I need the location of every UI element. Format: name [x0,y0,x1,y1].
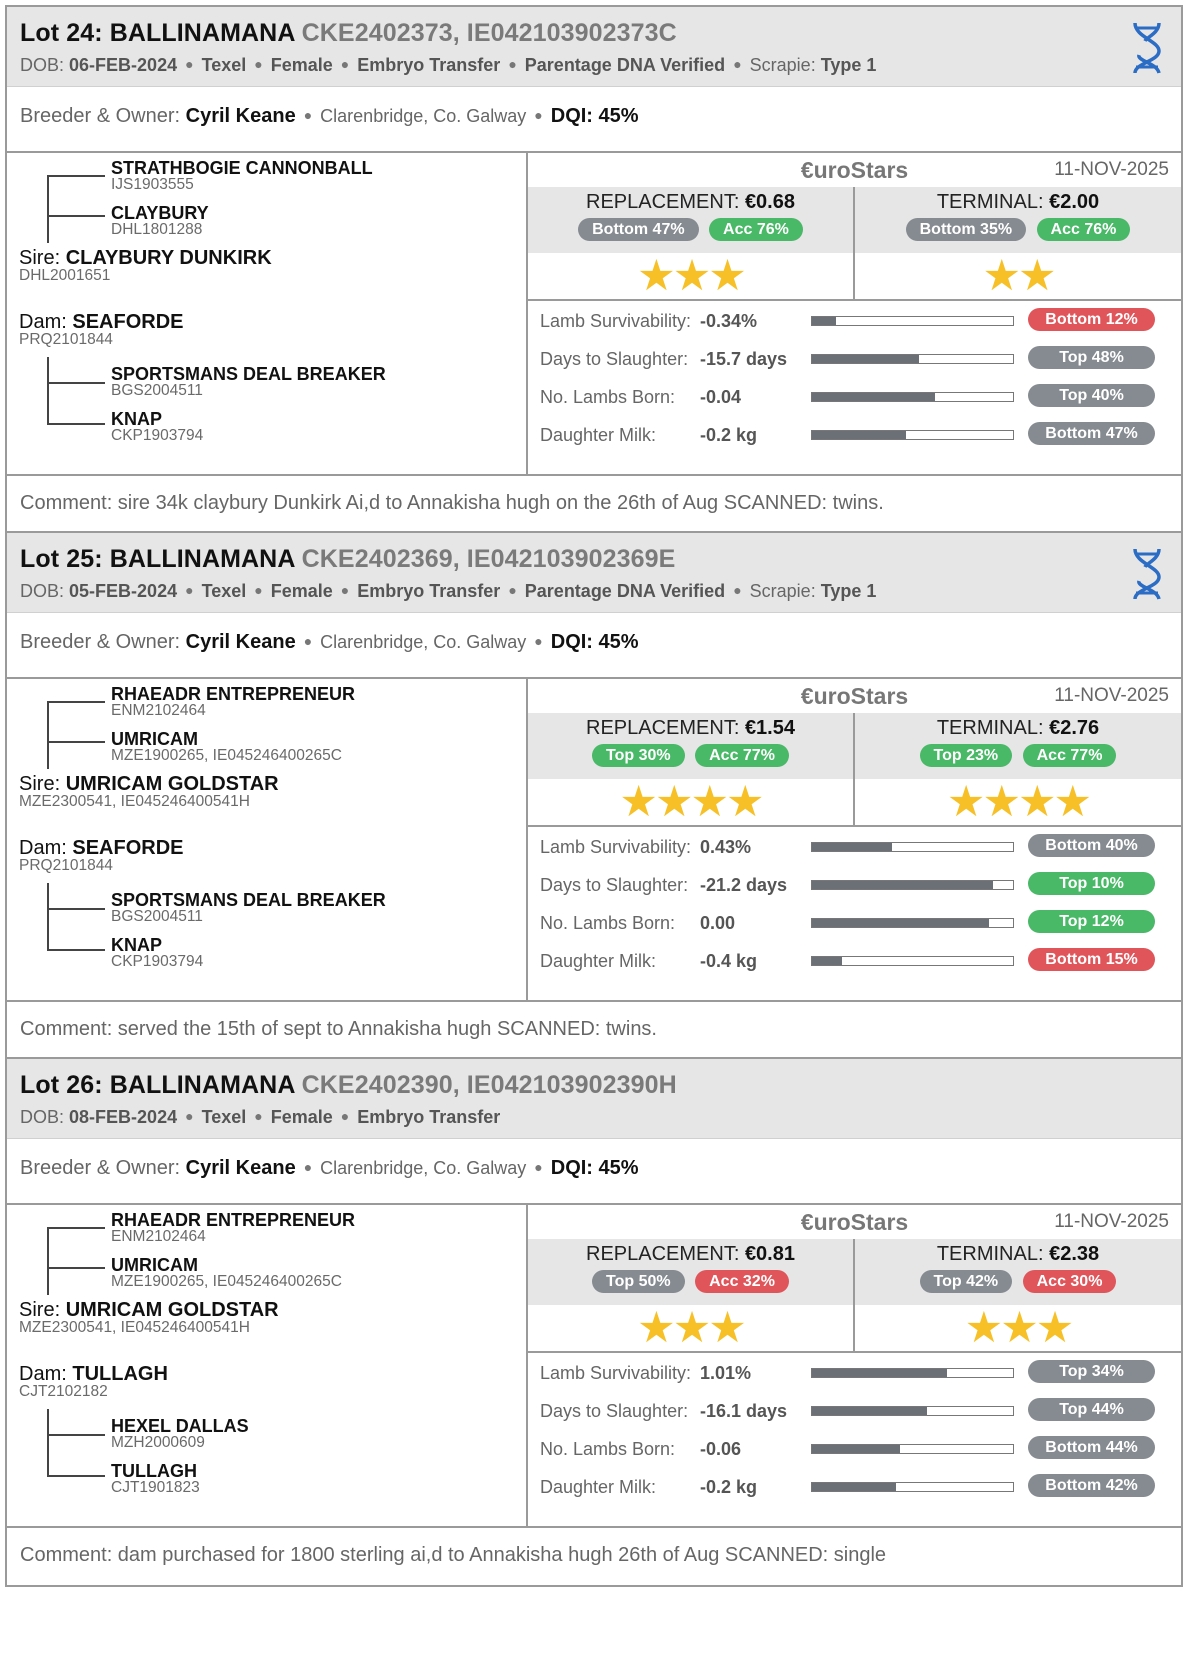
dam-sire-name: HEXEL DALLAS [111,1416,249,1436]
trait-bar [811,354,1014,364]
trait-value: -15.7 days [700,349,788,369]
pedigree-line [47,175,105,177]
pedigree-line [47,1227,49,1295]
trait-percentile-badge: Bottom 47% [1028,422,1155,445]
dam-sire-id: MZH2000609 [111,1434,205,1451]
separator-dot: ● [534,107,543,123]
dam-sire-id: BGS2004511 [111,908,203,925]
separator-dot: ● [303,107,313,123]
trait-value: 1.01% [700,1363,752,1383]
sire-name: Sire: UMRICAM GOLDSTAR [19,1299,279,1321]
trait-bar-fill [812,957,842,965]
separator-dot: ● [534,633,543,649]
breeder-row: Breeder & Owner: Cyril Keane ● Clarenbridge, Co. Galway ● DQI: 45% [7,613,1181,679]
method: Embryo Transfer [357,55,501,75]
separator-dot: ● [303,1159,313,1175]
lot-body [7,1205,1181,1528]
trait-row [528,303,1181,341]
separator-dot: ● [254,1108,263,1124]
terminal-accuracy-badge: Acc 30% [1023,1270,1117,1293]
separator-dot: ● [254,56,263,72]
trait-percentile-badge: Bottom 40% [1028,834,1155,857]
separator-dot: ● [340,582,350,598]
trait-bar [811,880,1014,890]
trait-bar-fill [812,1483,896,1491]
trait-name: Days to Slaughter: [540,875,689,895]
separator-dot: ● [185,56,194,72]
pedigree-line [47,1434,105,1436]
dam-sire-id: BGS2004511 [111,382,203,399]
terminal-label: TERMINAL: €2.76 [936,717,1100,739]
replacement-accuracy-badge: Acc 77% [695,744,789,767]
sire-dam-id: MZE1900265, IE045246400265C [111,747,342,764]
trait-percentile-badge: Bottom 12% [1028,308,1155,331]
replacement-accuracy-badge: Acc 32% [695,1270,789,1293]
eurostars-logo: €uroStars [800,157,909,183]
dam-name: Dam: TULLAGH [19,1363,168,1385]
dam-dam-name: TULLAGH [111,1461,197,1481]
trait-bar [811,1482,1014,1492]
terminal-rank-badge: Bottom 35% [906,218,1026,241]
breeder-location: Clarenbridge, Co. Galway [320,632,527,652]
trait-value: -21.2 days [700,875,788,895]
terminal-star-rating: ★★★★ [946,778,1090,826]
trait-value: -0.04 [700,387,742,407]
trait-bar [811,1444,1014,1454]
pedigree-line [47,1267,105,1269]
pedigree [7,1205,528,1528]
trait-name: Lamb Survivability: [540,311,692,331]
dna-icon [1127,19,1167,75]
sire-dam-name: CLAYBURY [111,203,209,223]
pedigree-line [47,908,105,910]
lot-details: DOB: 05-FEB-2024 ● Texel ● Female ● Embryo Transfer ● Parentage DNA Verified ● Scrapie: Type 1 [20,581,877,601]
replacement-label: REPLACEMENT: €1.54 [586,717,795,739]
scrapie-type: Type 1 [820,581,877,601]
trait-bar [811,316,1014,326]
sire-name: Sire: CLAYBURY DUNKIRK [19,247,272,269]
trait-name: Days to Slaughter: [540,349,689,369]
pedigree-line [47,701,105,703]
trait-name: Daughter Milk: [540,1477,657,1497]
separator-dot: ● [185,1108,194,1124]
replacement-label: REPLACEMENT: €0.81 [586,1243,795,1265]
trait-bar-fill [812,881,993,889]
evaluation-date: 11-NOV-2025 [1054,685,1169,706]
lot-details: DOB: 08-FEB-2024 ● Texel ● Female ● Embryo Transfer [20,1107,501,1127]
trait-percentile-badge: Top 12% [1028,910,1155,933]
dam-id: CJT2102182 [19,1383,108,1400]
dob: 05-FEB-2024 [69,581,178,601]
dob: 06-FEB-2024 [69,55,178,75]
pedigree [7,679,528,1002]
trait-value: -0.4 kg [700,951,758,971]
replacement-star-rating: ★★★ [637,1304,744,1352]
dam-id: PRQ2101844 [19,331,113,348]
replacement-accuracy-badge: Acc 76% [709,218,803,241]
trait-bar [811,430,1014,440]
sex: Female [270,1107,333,1127]
eurostars-logo: €uroStars [800,683,909,709]
sire-sire-id: ENM2102464 [111,702,206,719]
replacement-index [528,713,855,827]
pedigree-line [47,701,49,769]
dam-dam-id: CKP1903794 [111,427,204,444]
separator-dot: ● [340,56,350,72]
trait-bar-fill [812,1445,900,1453]
pedigree-line [47,949,105,951]
breeder-location: Clarenbridge, Co. Galway [320,1158,527,1178]
sire-dam-name: UMRICAM [111,729,198,749]
trait-value: -0.2 kg [700,1477,758,1497]
pedigree-line [47,175,49,243]
trait-percentile-badge: Top 44% [1028,1398,1155,1421]
terminal-rank-badge: Top 23% [920,744,1013,767]
separator-dot: ● [340,1108,350,1124]
terminal-label: TERMINAL: €2.38 [936,1243,1100,1265]
lot-details: DOB: 06-FEB-2024 ● Texel ● Female ● Embryo Transfer ● Parentage DNA Verified ● Scrapie: Type 1 [20,55,877,75]
breeder-name: Cyril Keane [185,105,296,127]
trait-percentile-badge: Top 48% [1028,346,1155,369]
eurostars-panel [528,1205,1181,1528]
trait-value: -0.2 kg [700,425,758,445]
trait-name: Days to Slaughter: [540,1401,689,1421]
pedigree-line [47,215,105,217]
lot-title: Lot 26: BALLINAMANA CKE2402390, IE042103902390H [20,1071,677,1099]
trait-row [528,1431,1181,1469]
sire-sire-name: STRATHBOGIE CANNONBALL [111,158,373,178]
separator-dot: ● [303,633,313,649]
sire-id: MZE2300541, IE045246400541H [19,1319,250,1336]
breeder-name: Cyril Keane [185,631,296,653]
trait-row [528,867,1181,905]
pedigree-line [47,1475,105,1477]
dna-icon [1127,545,1167,601]
sire-sire-name: RHAEADR ENTREPRENEUR [111,684,356,704]
scrapie-label: Scrapie: [749,55,816,75]
trait-name: No. Lambs Born: [540,387,676,407]
sire-sire-id: ENM2102464 [111,1228,206,1245]
dam-dam-id: CKP1903794 [111,953,204,970]
separator-dot: ● [733,56,742,72]
trait-row [528,379,1181,417]
lot-header [7,7,1181,87]
lot-card [5,5,1183,535]
lot-comment: Comment: dam purchased for 1800 sterling ai,d to Annakisha hugh 26th of Aug SCANNED: single [20,1544,887,1566]
terminal-accuracy-badge: Acc 76% [1037,218,1131,241]
separator-dot: ● [185,582,194,598]
trait-percentile-badge: Top 40% [1028,384,1155,407]
separator-dot: ● [733,582,742,598]
replacement-index [528,1239,855,1353]
method: Embryo Transfer [357,1107,501,1127]
sire-sire-name: RHAEADR ENTREPRENEUR [111,1210,356,1230]
lot-card [5,531,1183,1061]
sex: Female [270,581,333,601]
sire-sire-id: IJS1903555 [111,176,194,193]
dam-name: Dam: SEAFORDE [19,837,184,859]
trait-name: Lamb Survivability: [540,1363,692,1383]
sex: Female [270,55,333,75]
dqi: DQI: 45% [550,1157,639,1179]
trait-value: 0.00 [700,913,736,933]
trait-value: -0.06 [700,1439,742,1459]
pedigree-line [47,382,105,384]
terminal-label: TERMINAL: €2.00 [936,191,1100,213]
trait-row [528,1393,1181,1431]
trait-percentile-badge: Bottom 44% [1028,1436,1155,1459]
replacement-index [528,187,855,301]
pedigree-line [47,741,105,743]
trait-percentile-badge: Bottom 42% [1028,1474,1155,1497]
trait-bar [811,918,1014,928]
lot-title: Lot 24: BALLINAMANA CKE2402373, IE042103902373C [20,19,677,47]
sire-dam-id: MZE1900265, IE045246400265C [111,1273,342,1290]
eurostars-panel [528,679,1181,1002]
sire-id: DHL2001651 [19,267,111,284]
trait-row [528,1355,1181,1393]
pedigree-line [47,1227,105,1229]
sire-id: MZE2300541, IE045246400541H [19,793,250,810]
trait-percentile-badge: Top 34% [1028,1360,1155,1383]
trait-row [528,829,1181,867]
trait-name: Daughter Milk: [540,951,657,971]
trait-value: -0.34% [700,311,758,331]
trait-value: -16.1 days [700,1401,788,1421]
dam-dam-name: KNAP [111,935,163,955]
breeder-location: Clarenbridge, Co. Galway [320,106,527,126]
lot-ids: CKE2402373, IE042103902373C [301,19,677,47]
breeder-row: Breeder & Owner: Cyril Keane ● Clarenbridge, Co. Galway ● DQI: 45% [7,87,1181,153]
lot-body [7,153,1181,476]
lot-title: Lot 25: BALLINAMANA CKE2402369, IE042103902369E [20,545,676,573]
trait-percentile-badge: Bottom 15% [1028,948,1155,971]
eurostars-panel [528,153,1181,476]
trait-row [528,905,1181,943]
lot-ids: CKE2402369, IE042103902369E [301,545,676,573]
lot-comment: Comment: served the 15th of sept to Annakisha hugh SCANNED: twins. [20,1018,657,1040]
trait-row [528,943,1181,981]
lot-header [7,1059,1181,1139]
separator-dot: ● [508,582,517,598]
breed: Texel [201,581,247,601]
breed: Texel [201,55,247,75]
dob: 08-FEB-2024 [69,1107,178,1127]
replacement-rank-badge: Bottom 47% [578,218,698,241]
pedigree-line [47,1409,49,1477]
sire-dam-id: DHL1801288 [111,221,203,238]
lot-body [7,679,1181,1002]
pedigree-line [47,357,49,425]
replacement-label: REPLACEMENT: €0.68 [586,191,795,213]
evaluation-date: 11-NOV-2025 [1054,1211,1169,1232]
eurostars-logo: €uroStars [800,1209,909,1235]
replacement-star-rating: ★★★ [637,252,744,300]
dam-dam-id: CJT1901823 [111,1479,200,1496]
trait-row [528,1469,1181,1507]
trait-bar-fill [812,1407,927,1415]
trait-name: Lamb Survivability: [540,837,692,857]
trait-bar [811,956,1014,966]
replacement-rank-badge: Top 50% [592,1270,685,1293]
trait-percentile-badge: Top 10% [1028,872,1155,895]
dam-id: PRQ2101844 [19,857,113,874]
terminal-index [855,1239,1181,1353]
breeder-name: Cyril Keane [185,1157,296,1179]
dqi: DQI: 45% [550,631,639,653]
dna-status: Parentage DNA Verified [524,581,726,601]
trait-row [528,341,1181,379]
trait-bar-fill [812,355,919,363]
trait-bar-fill [812,431,906,439]
trait-bar [811,1368,1014,1378]
evaluation-date: 11-NOV-2025 [1054,159,1169,180]
terminal-index [855,187,1181,301]
trait-name: No. Lambs Born: [540,913,676,933]
breed: Texel [201,1107,247,1127]
terminal-star-rating: ★★ [982,252,1054,300]
trait-bar [811,392,1014,402]
trait-bar-fill [812,919,989,927]
trait-value: 0.43% [700,837,752,857]
lot-ids: CKE2402390, IE042103902390H [301,1071,677,1099]
dna-status: Parentage DNA Verified [524,55,726,75]
replacement-rank-badge: Top 30% [592,744,685,767]
separator-dot: ● [254,582,263,598]
breeder-row: Breeder & Owner: Cyril Keane ● Clarenbridge, Co. Galway ● DQI: 45% [7,1139,1181,1205]
scrapie-label: Scrapie: [749,581,816,601]
replacement-star-rating: ★★★★ [619,778,762,826]
trait-bar-fill [812,393,935,401]
dam-sire-name: SPORTSMANS DEAL BREAKER [111,890,386,910]
pedigree-line [47,423,105,425]
trait-bar-fill [812,1369,947,1377]
trait-name: No. Lambs Born: [540,1439,676,1459]
terminal-accuracy-badge: Acc 77% [1023,744,1117,767]
pedigree [7,153,528,476]
dam-sire-name: SPORTSMANS DEAL BREAKER [111,364,386,384]
sire-dam-name: UMRICAM [111,1255,198,1275]
method: Embryo Transfer [357,581,501,601]
dam-dam-name: KNAP [111,409,163,429]
sire-name: Sire: UMRICAM GOLDSTAR [19,773,279,795]
trait-bar-fill [812,317,836,325]
dqi: DQI: 45% [550,105,639,127]
dam-name: Dam: SEAFORDE [19,311,184,333]
trait-row [528,417,1181,455]
lot-comment: Comment: sire 34k claybury Dunkirk Ai,d to Annakisha hugh on the 26th of Aug SCANNED: twins. [20,492,884,514]
separator-dot: ● [508,56,517,72]
terminal-index [855,713,1181,827]
terminal-star-rating: ★★★ [964,1304,1072,1352]
trait-name: Daughter Milk: [540,425,657,445]
trait-bar [811,1406,1014,1416]
trait-bar [811,842,1014,852]
lot-card [5,1057,1183,1587]
trait-bar-fill [812,843,892,851]
terminal-rank-badge: Top 42% [920,1270,1013,1293]
lot-header [7,533,1181,613]
separator-dot: ● [534,1159,543,1175]
scrapie-type: Type 1 [820,55,877,75]
pedigree-line [47,883,49,951]
